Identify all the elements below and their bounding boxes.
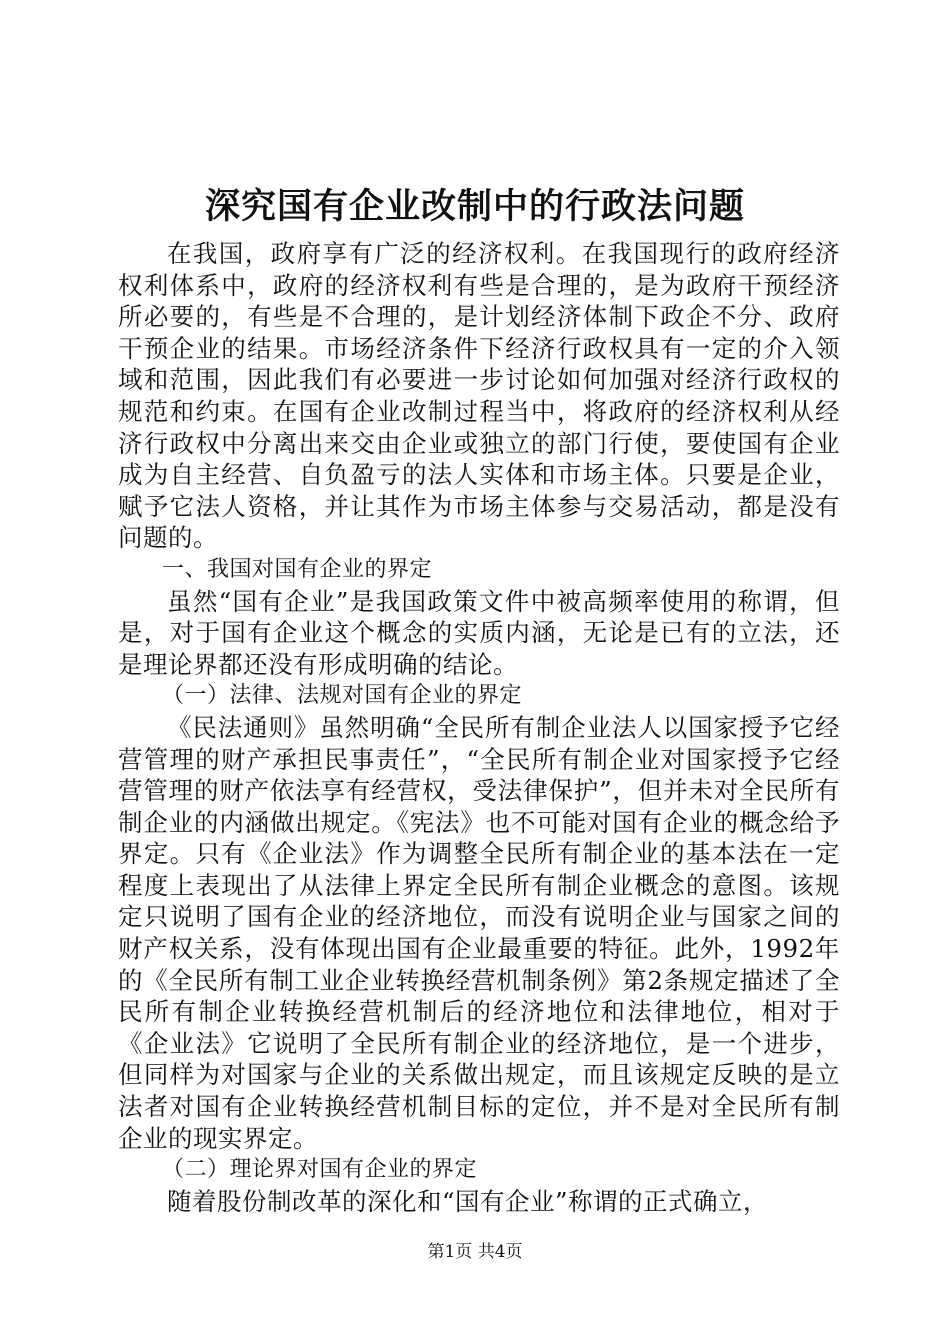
document-body [118,238,840,1217]
document-title: 深究国有企业改制中的行政法问题 [204,186,745,227]
subsection-heading-1: （一）法律、法规对国有企业的界定 [162,683,523,709]
paragraph-subsection-1: 《民法通则》虽然明确“全民所有制企业法人以国家授予它经营管理的财产承担民事责任”，“全民所有制企业对国家授予它经营管理的财产依法享有经营权，受法律保护”，但并未对全民所有制企业的内涵做出规定。《宪法》也不可能对国有企业的概念给予界定。只有《企业法》作为调整全民所有制企业的基本法在一定程度上表现出了从法律上界定全民所有制企业概念的意图。该规定只说明了国有企业的经济地位，而没有说明企业与国家之间的财产权关系，没有体现出国有企业最重要的特征。此外，1992年的《全民所有制工业企业转换经营机制条例》第2条规定描述了全民所有制企业转换经营机制后的经济地位和法律地位，相对于《企业法》它说明了全民所有制企业的经济地位，是一个进步，但同样为对国家与企业的关系做出规定，而且该规定反映的是立法者对国有企业转换经营机制目标的定位，并不是对全民所有制企业的现实界定。 [118,712,840,1153]
page-footer: 第1页 共4页 [427,1242,523,1262]
section-heading-1: 一、我国对国有企业的界定 [162,556,433,582]
paragraph-subsection-2: 随着股份制改革的深化和“国有企业”称谓的正式确立， [167,1186,769,1216]
paragraph-section-1: 虽然“国有企业”是我国政策文件中被高频率使用的称谓，但是，对于国有企业这个概念的实质内涵，无论是已有的立法，还是理论界都还没有形成明确的结论。 [118,586,840,679]
paragraph-intro: 在我国，政府享有广泛的经济权利。在我国现行的政府经济权利体系中，政府的经济权利有些是合理的，是为政府干预经济所必要的，有些是不合理的，是计划经济体制下政企不分、政府干预企业的结果。市场经济条件下经济行政权具有一定的介入领域和范围，因此我们有必要进一步讨论如何加强对经济行政权的规范和约束。在国有企业改制过程当中，将政府的经济权利从经济行政权中分离出来交由企业或独立的部门行使，要使国有企业成为自主经营、自负盈亏的法人实体和市场主体。只要是企业，赋予它法人资格，并让其作为市场主体参与交易活动，都是没有问题的。 [118,239,840,553]
subsection-heading-2: （二）理论界对国有企业的界定 [162,1157,478,1183]
